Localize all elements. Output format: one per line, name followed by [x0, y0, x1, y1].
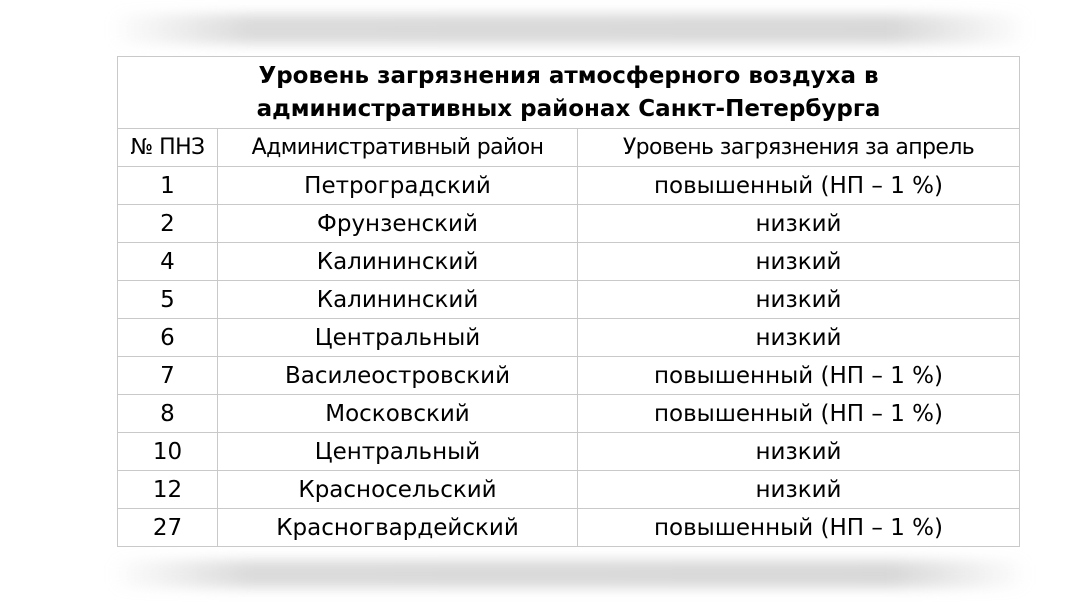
cell-district: Московский	[218, 395, 578, 433]
document	[117, 56, 1019, 547]
table-row	[118, 205, 1020, 243]
table-title	[118, 57, 1020, 129]
cell-district: Калининский	[218, 281, 578, 319]
table-row	[118, 509, 1020, 547]
table-row	[118, 357, 1020, 395]
table-row	[118, 319, 1020, 357]
cell-number: 6	[118, 319, 218, 357]
cell-level: повышенный (НП – 1 %)	[578, 167, 1020, 205]
cell-district: Красногвардейский	[218, 509, 578, 547]
pollution-table	[117, 56, 1020, 547]
blurred-background-text	[110, 14, 1030, 44]
cell-district: Петроградский	[218, 167, 578, 205]
cell-number: 12	[118, 471, 218, 509]
cell-number: 10	[118, 433, 218, 471]
column-header-district: Административный район	[218, 129, 578, 167]
cell-district: Центральный	[218, 319, 578, 357]
cell-number: 8	[118, 395, 218, 433]
column-header-level: Уровень загрязнения за апрель	[578, 129, 1020, 167]
table-row	[118, 243, 1020, 281]
cell-level: повышенный (НП – 1 %)	[578, 395, 1020, 433]
cell-district: Фрунзенский	[218, 205, 578, 243]
table-row	[118, 281, 1020, 319]
blurred-background-text	[110, 560, 1030, 588]
cell-district: Василеостровский	[218, 357, 578, 395]
cell-number: 27	[118, 509, 218, 547]
cell-level: низкий	[578, 243, 1020, 281]
cell-level: повышенный (НП – 1 %)	[578, 357, 1020, 395]
cell-level: низкий	[578, 319, 1020, 357]
cell-number: 7	[118, 357, 218, 395]
cell-district: Красносельский	[218, 471, 578, 509]
table-row	[118, 471, 1020, 509]
table-title-line-2: административных районах Санкт-Петербурга	[256, 95, 881, 122]
cell-district: Центральный	[218, 433, 578, 471]
table-row	[118, 433, 1020, 471]
cell-number: 5	[118, 281, 218, 319]
cell-level: низкий	[578, 433, 1020, 471]
cell-level: повышенный (НП – 1 %)	[578, 509, 1020, 547]
cell-number: 4	[118, 243, 218, 281]
cell-district: Калининский	[218, 243, 578, 281]
table-title-row	[118, 57, 1020, 129]
cell-level: низкий	[578, 281, 1020, 319]
cell-level: низкий	[578, 471, 1020, 509]
table-title-line-1: Уровень загрязнения атмосферного воздуха в	[258, 62, 879, 89]
column-header-number: № ПНЗ	[118, 129, 218, 167]
table-row	[118, 167, 1020, 205]
cell-number: 1	[118, 167, 218, 205]
table-row	[118, 395, 1020, 433]
cell-number: 2	[118, 205, 218, 243]
cell-level: низкий	[578, 205, 1020, 243]
table-header-row	[118, 129, 1020, 167]
